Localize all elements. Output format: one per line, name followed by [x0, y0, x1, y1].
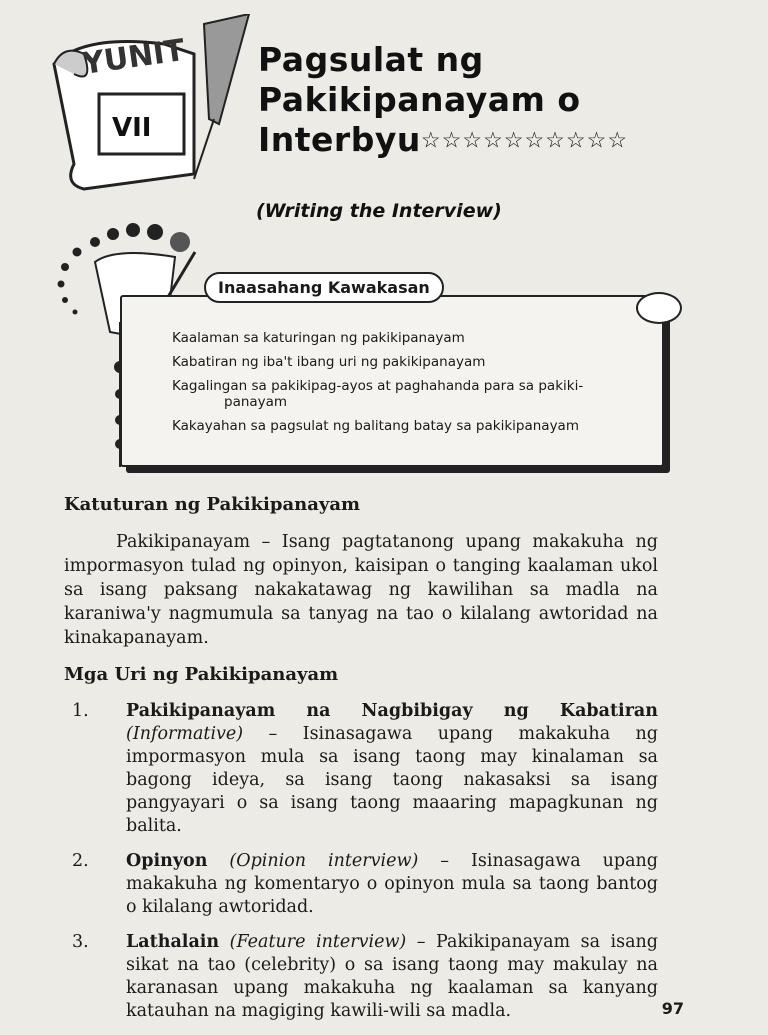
section-heading-types: Mga Uri ng Pakikipanayam	[64, 664, 339, 685]
list-number: 2.	[72, 851, 89, 871]
list-item	[64, 850, 658, 919]
definition-term: Pakikipanayam	[116, 532, 251, 552]
list-item-body: – Isinasagawa upang makakuha ng komentaryo o opinyon mula sa taong bantog o kilalang awtoridad.	[126, 851, 658, 917]
list-number: 1.	[72, 701, 89, 721]
definition-body: – Isang pagtatanong upang makakuha ng impormasyon tulad ng opinyon, kaisipan o tanging kaalaman ukol sa isang paksang nakakatawag ng kawilihan sa madla na karaniwa'y nagmumula sa tanyag na tao o kilalang awtoridad na kinakapanayam.	[64, 532, 658, 648]
title-line-3	[258, 120, 628, 162]
definition-paragraph	[64, 530, 658, 650]
list-item	[64, 700, 658, 838]
unit-scroll-graphic	[44, 14, 254, 194]
list-text	[126, 700, 658, 838]
list-item-title: Opinyon	[126, 851, 208, 871]
unit-number: VII	[112, 113, 152, 143]
title-line-1: Pagsulat ng	[258, 40, 484, 79]
interview-types-list	[64, 700, 658, 1035]
objective-item: Kabatiran ng iba't ibang uri ng pakikipanayam	[172, 354, 486, 370]
chapter-subtitle: (Writing the Interview)	[256, 200, 502, 222]
decorative-oval	[636, 292, 682, 324]
section-heading-definition: Katuturan ng Pakikipanayam	[64, 494, 361, 515]
title-line-2: Pakikipanayam o	[258, 80, 581, 119]
list-item-english: (Feature interview)	[219, 932, 407, 952]
list-item-title: Pakikipanayam na Nagbibigay ng Kabatiran	[126, 701, 658, 721]
unit-word: YUNIT	[80, 32, 187, 82]
objectives-list	[172, 330, 652, 442]
objective-item: Kaalaman sa katuringan ng pakikipanayam	[172, 330, 465, 346]
list-item-english: (Informative)	[126, 724, 244, 744]
list-item-title: Lathalain	[126, 932, 220, 952]
chapter-title	[258, 40, 628, 162]
objective-item-continued: panayam	[224, 394, 288, 410]
star-row: ☆☆☆☆☆☆☆☆☆☆	[420, 128, 629, 154]
list-number: 3.	[72, 932, 89, 952]
list-item-body: – Isinasagawa upang makakuha ng impormasyon mula sa isang taong may kinalaman sa bagong ideya, sa isang taong nakasaksi sa isang pangyayari o sa isang taong maaaring mapagkunan ng balita.	[126, 724, 658, 836]
list-text	[126, 931, 658, 1023]
objective-item: Kakayahan sa pagsulat ng balitang batay sa pakikipanayam	[172, 418, 579, 434]
title-word: Interbyu	[258, 120, 421, 159]
list-item	[64, 931, 658, 1023]
list-item-body: – Pakikipanayam sa isang sikat na tao (celebrity) o sa isang taong may makulay na karanasan upang makakuha ng kaalaman sa kanyang katauhan na magiging kawili-wili sa madla.	[126, 932, 658, 1021]
list-text	[126, 850, 658, 919]
list-item-english: (Opinion interview)	[207, 851, 419, 871]
objective-item: Kagalingan sa pakikipag-ayos at paghahanda para sa pakiki-	[172, 378, 584, 394]
objectives-label: Inaasahang Kawakasan	[204, 272, 444, 303]
page-number: 97	[661, 999, 684, 1018]
